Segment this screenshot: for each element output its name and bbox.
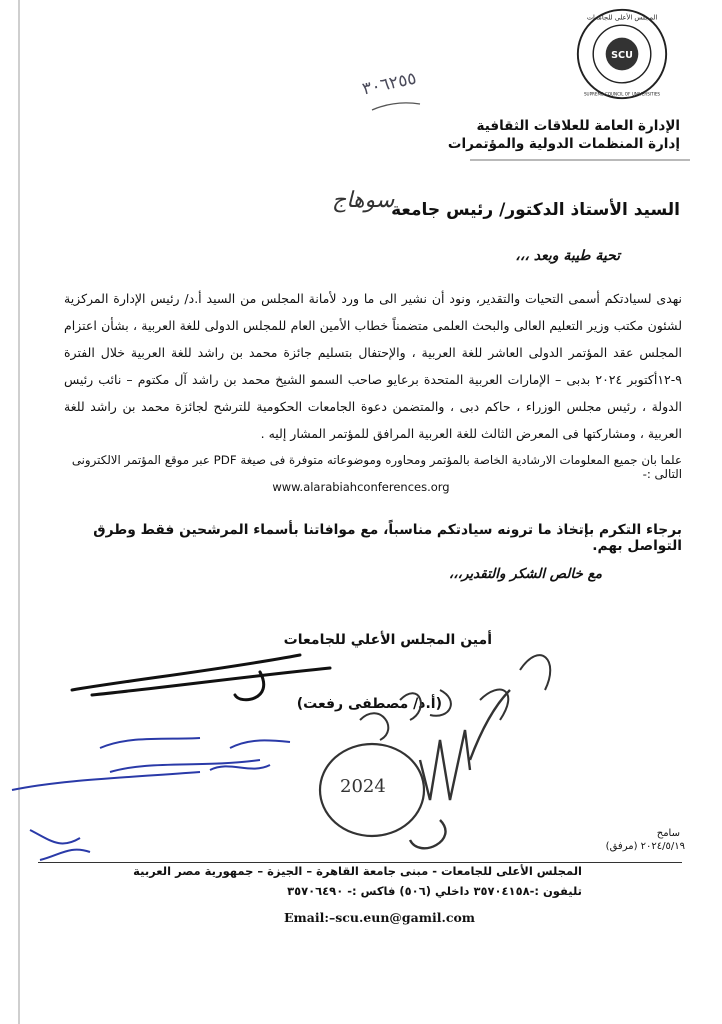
footer-divider [38,862,682,863]
logo-abbrev: SCU [611,49,633,61]
handwritten-reference-number: ٣٠٦٢٥٥ [360,68,419,100]
department-general: الإدارة العامة للعلاقات الثقافية [476,118,680,134]
footer-email: Email:–scu.eun@gamil.com [284,910,476,925]
signature-name: (أ.د/ مصطفى رفعت) [296,696,442,712]
reference-scribble [372,103,420,110]
letter-body: نهدى لسيادتكم أسمى التحيات والتقدير، ونود أن نشير الى ما ورد لأمانة المجلس من السيد أ.د/ رئيس الإدارة المركزية لشئون مكتب وزير التعليم العالى والبحث العلمى متضمناً خطاب الأمين العام للمجلس الدولى للغة العربية ، بشأن اعتزام المجلس عقد المؤتمر الدولى العاشر للغة العربية ، والإحتفال بتسليم جائزة محمد بن راشد للغة العربية خلال الفترة ٩-١٢أكتوبر ٢٠٢٤ بدبى – الإمارات العربية المتحدة برعايو صاحب السمو الشيخ محمد بن راشد آل مكتوم – نائب رئيس الدولة ، رئيس مجلس الوزراء ، حاكم دبى ، والمتضمن دعوة الجامعات الحكومية للترشح لجائزة محمد بن راشد للغة العربية ، ومشاركتها فى المعرض الثالث للغة العربية المرافق للمؤتمر المشار إليه . [64,291,682,441]
greeting: تحية طيبة وبعد ،،، [515,248,620,264]
recipient-printed: السيد الأستاذ الدكتور/ رئيس جامعة [391,200,680,220]
recipient-line [160,200,680,220]
footer-phones: تليفون :-٣٥٧٠٤١٥٨ داخلي (٥٠٦) فاكس :- ٣٥٧٠٦٤٩٠ [287,884,582,898]
signature-title: أمين المجلس الأعلي للجامعات [283,632,492,648]
blue-handwriting [12,738,290,860]
letter-note: علما بان جميع المعلومات الارشادية الخاصة بالمؤتمر ومحاوره وموضوعاته متوفرة فى صيغة PDF عبر موقع المؤتمر الالكترونى التالى :- [71,453,682,481]
logo-english-text: SUPREME COUNCIL OF UNIVERSITIES [583,91,661,97]
official-signature [72,655,330,700]
handwritten-university: سوهاج [332,188,395,213]
circled-date-text: 2024 [340,776,386,797]
date-attachment: ٢٠٢٤/٥/١٩ (مرفق) [605,841,685,852]
scu-logo [574,6,670,102]
footer-address: المجلس الأعلى للجامعات - مبنى جامعة القاهرة – الجيزة – جمهورية مصر العربية [133,864,582,878]
circled-date [320,744,424,836]
request-paragraph: برجاء التكرم بإتخاذ ما ترونه سيادتكم مناسباً، مع موافاتنا بأسماء المرشحين فقط وطرق التواصل بهم. [93,522,682,554]
conference-website-link[interactable]: www.alarabiahconferences.org [272,480,450,494]
scan-edge [18,0,20,1024]
department-organizations: إدارة المنظمات الدولية والمؤتمرات [447,136,680,152]
closing-thanks: مع خالص الشكر والتقدير،،، [448,566,602,582]
clerk-name: سامح [656,828,680,839]
right-signature [410,690,510,848]
logo-arabic-text: المجلس الأعلى للجامعات [586,13,658,22]
